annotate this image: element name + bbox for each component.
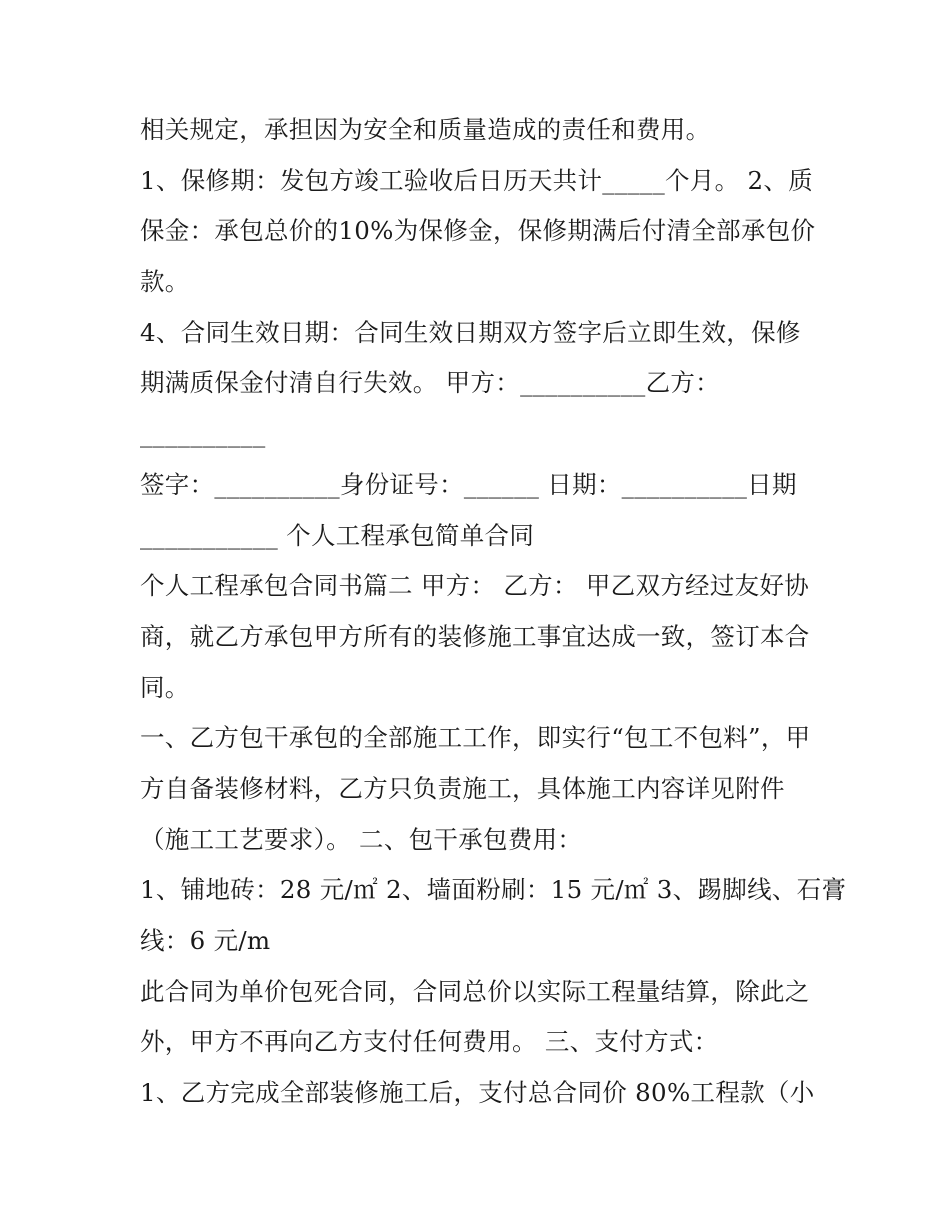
text-line: ___________ 个人工程承包简单合同 xyxy=(140,520,535,550)
text-line: 相关规定，承担因为安全和质量造成的责任和费用。 xyxy=(140,115,711,144)
text-line: 签字：__________身份证号：______ 日期：__________日期 xyxy=(140,469,797,499)
text-line: 保金：承包总价的10%为保修金，保修期满后付清全部承包价 xyxy=(140,216,816,246)
text-line: 外，甲方不再向乙方支付任何费用。 三、支付方式： xyxy=(140,1027,719,1057)
text-line: 期满质保金付清自行失效。 甲方：__________乙方： xyxy=(140,368,720,398)
text-line: （施工工艺要求）。 二、包干承包费用： xyxy=(140,824,583,854)
text-line: 一、乙方包干承包的全部施工工作，即实行“包工不包料”，甲 xyxy=(140,723,811,753)
text-line: 款。 xyxy=(140,267,190,297)
text-line: 1、铺地砖：28 元/㎡ 2、墙面粉刷：15 元/㎡ 3、踢脚线、石膏 xyxy=(140,875,847,905)
text-line: __________ xyxy=(140,419,266,449)
text-line: 4、合同生效日期：合同生效日期双方签字后立即生效，保修 xyxy=(140,317,801,347)
contract-body-text xyxy=(140,105,847,1119)
text-line: 此合同为单价包死合同，合同总价以实际工程量结算，除此之 xyxy=(140,976,810,1006)
text-line: 方自备装修材料，乙方只负责施工，具体施工内容详见附件 xyxy=(140,773,785,803)
text-line: 同。 xyxy=(140,672,190,702)
text-line: 个人工程承包合同书篇二 甲方： 乙方： 甲乙双方经过友好协 xyxy=(140,571,810,601)
text-line: 1、保修期：发包方竣工验收后日历天共计_____个月。 2、质 xyxy=(140,165,814,195)
text-line: 线：6 元/m xyxy=(140,926,271,955)
text-line: 1、乙方完成全部装修施工后，支付总合同价 80%工程款（小 xyxy=(140,1078,815,1108)
text-line: 商，就乙方承包甲方所有的装修施工事宜达成一致，签订本合 xyxy=(140,621,810,651)
